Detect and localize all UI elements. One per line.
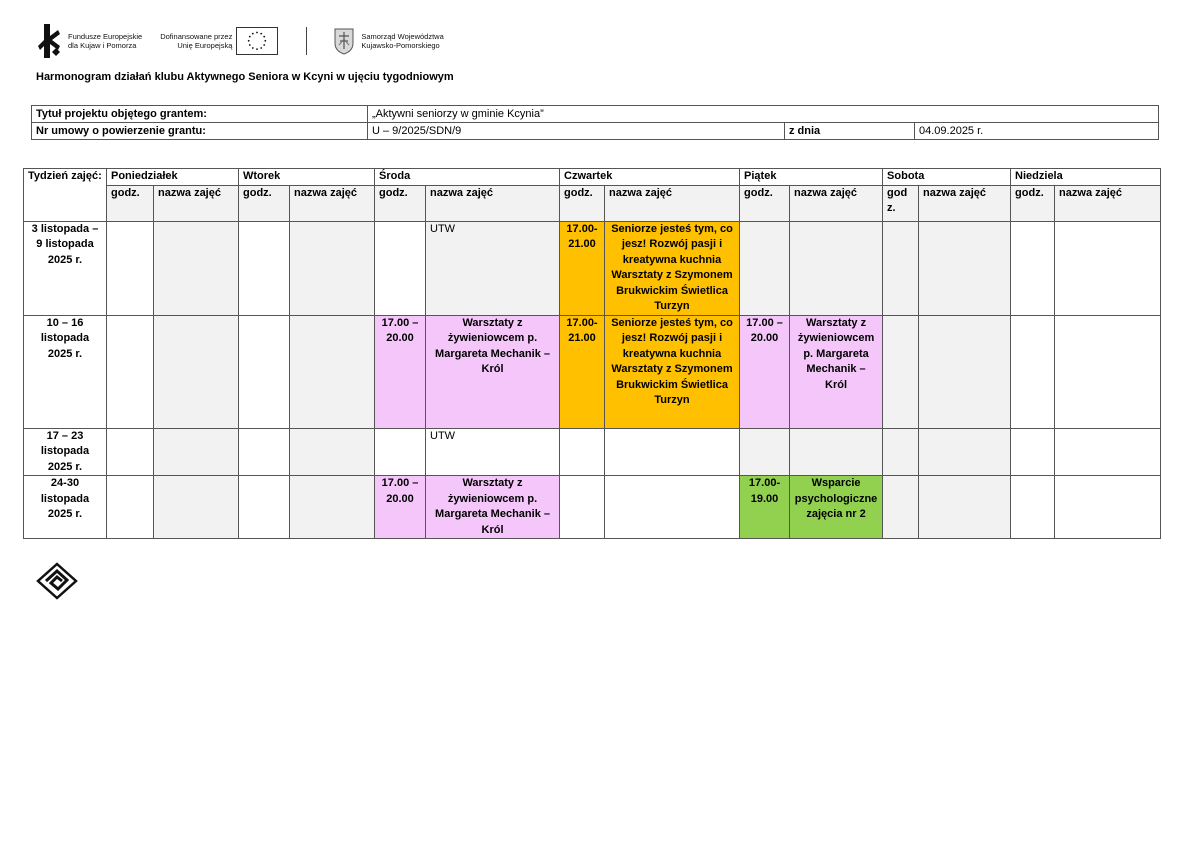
empty-cell [919, 476, 1011, 539]
empty-cell [239, 315, 290, 428]
week-header: Tydzień zajęć: [24, 169, 107, 222]
project-title-value: „Aktywni seniorzy w gminie Kcynia” [368, 106, 1159, 123]
empty-cell [883, 315, 919, 428]
hours-header: godz. [560, 185, 605, 221]
region-coat-of-arms-icon [333, 27, 355, 55]
day-header-monday: Poniedziałek [107, 169, 239, 186]
activity-name: Warsztaty z żywieniowcem p. Margareta Mechanik – Król [426, 476, 560, 539]
empty-cell [883, 476, 919, 539]
cofunded-line2: Unię Europejską [177, 41, 233, 50]
empty-cell [290, 428, 375, 476]
empty-cell [154, 476, 239, 539]
page-title: Harmonogram działań klubu Aktywnego Seniora w Kcyni w ujęciu tygodniowym [36, 71, 454, 83]
empty-cell [154, 428, 239, 476]
name-header: nazwa zajęć [919, 185, 1011, 221]
activity-time: 17.00-21.00 [560, 221, 605, 315]
hours-header: god z. [883, 185, 919, 221]
empty-cell [239, 221, 290, 315]
activity-time: 17.00 – 20.00 [375, 476, 426, 539]
empty-cell [375, 428, 426, 476]
region-logo [333, 27, 443, 55]
cofunded-text [160, 32, 232, 50]
fe-logo-text [68, 32, 142, 50]
empty-cell [1011, 476, 1055, 539]
name-header: nazwa zajęć [154, 185, 239, 221]
fe-emblem-icon [38, 22, 62, 60]
empty-cell [560, 476, 605, 539]
cofunded-line1: Dofinansowane przez [160, 32, 233, 41]
empty-cell [290, 315, 375, 428]
fe-line1: Fundusze Europejskie [68, 32, 143, 41]
day-header-thursday: Czwartek [560, 169, 740, 186]
fe-line2: dla Kujaw i Pomorza [68, 41, 137, 50]
table-row [24, 315, 1161, 428]
empty-cell [740, 221, 790, 315]
day-header-row [24, 169, 1161, 186]
name-header: nazwa zajęć [290, 185, 375, 221]
empty-cell [1055, 476, 1161, 539]
week-label: 3 listopada – 9 listopada 2025 r. [24, 221, 107, 315]
empty-cell [1011, 221, 1055, 315]
empty-cell [883, 221, 919, 315]
empty-cell [107, 428, 154, 476]
activity-name: UTW [426, 221, 560, 315]
contract-number-label: Nr umowy o powierzenie grantu: [32, 123, 368, 140]
contract-date-label: z dnia [785, 123, 915, 140]
empty-cell [1055, 428, 1161, 476]
empty-cell [560, 428, 605, 476]
empty-cell [290, 476, 375, 539]
empty-cell [919, 221, 1011, 315]
region-line2: Kujawsko-Pomorskiego [361, 41, 440, 50]
empty-cell [1011, 428, 1055, 476]
activity-name: Wsparcie psychologiczne zajęcia nr 2 [790, 476, 883, 539]
hours-header: godz. [107, 185, 154, 221]
subheader-row [24, 185, 1161, 221]
activity-time: 17.00-21.00 [560, 315, 605, 428]
day-header-wednesday: Środa [375, 169, 560, 186]
empty-cell [1055, 315, 1161, 428]
project-title-label: Tytuł projektu objętego grantem: [32, 106, 368, 123]
day-header-saturday: Sobota [883, 169, 1011, 186]
hours-header: godz. [239, 185, 290, 221]
name-header: nazwa zajęć [426, 185, 560, 221]
project-info-table [31, 105, 1159, 140]
logo-bar [38, 18, 494, 64]
name-header: nazwa zajęć [605, 185, 740, 221]
empty-cell [239, 428, 290, 476]
empty-cell [919, 315, 1011, 428]
empty-cell [107, 221, 154, 315]
activity-time: 17.00 – 20.00 [740, 315, 790, 428]
activity-time: 17.00 – 20.00 [375, 315, 426, 428]
hours-header: godz. [375, 185, 426, 221]
week-label: 10 – 16 listopada 2025 r. [24, 315, 107, 428]
activity-name: Seniorze jesteś tym, co jesz! Rozwój pasji i kreatywna kuchnia Warsztaty z Szymonem Brukwickim Świetlica Turzyn [605, 315, 740, 428]
hours-header: godz. [740, 185, 790, 221]
empty-cell [919, 428, 1011, 476]
name-header: nazwa zajęć [790, 185, 883, 221]
region-line1: Samorząd Województwa [361, 32, 444, 41]
contract-row [32, 123, 1159, 140]
hours-header: godz. [1011, 185, 1055, 221]
day-header-friday: Piątek [740, 169, 883, 186]
week-label: 24-30 listopada 2025 r. [24, 476, 107, 539]
empty-cell [239, 476, 290, 539]
empty-cell [375, 221, 426, 315]
day-header-sunday: Niedziela [1011, 169, 1161, 186]
project-row [32, 106, 1159, 123]
activity-name: Warsztaty z żywieniowcem p. Margareta Mechanik – Król [790, 315, 883, 428]
logo-separator [306, 27, 307, 55]
activity-name: Warsztaty z żywieniowcem p. Margareta Mechanik – Król [426, 315, 560, 428]
activity-name: Seniorze jesteś tym, co jesz! Rozwój pasji i kreatywna kuchnia Warsztaty z Szymonem Brukwickim Świetlica Turzyn [605, 221, 740, 315]
fe-logo [38, 22, 142, 60]
table-row [24, 476, 1161, 539]
empty-cell [605, 428, 740, 476]
empty-cell [107, 315, 154, 428]
empty-cell [154, 315, 239, 428]
activity-time: 17.00-19.00 [740, 476, 790, 539]
empty-cell [883, 428, 919, 476]
day-header-tuesday: Wtorek [239, 169, 375, 186]
empty-cell [290, 221, 375, 315]
empty-cell [1011, 315, 1055, 428]
empty-cell [605, 476, 740, 539]
table-row [24, 428, 1161, 476]
schedule-table [23, 168, 1161, 539]
empty-cell [1055, 221, 1161, 315]
empty-cell [790, 221, 883, 315]
eu-flag-icon [236, 27, 278, 55]
region-logo-text [361, 32, 443, 50]
name-header: nazwa zajęć [1055, 185, 1161, 221]
empty-cell [107, 476, 154, 539]
contract-number-value: U – 9/2025/SDN/9 [368, 123, 785, 140]
empty-cell [154, 221, 239, 315]
week-label: 17 – 23 listopada 2025 r. [24, 428, 107, 476]
activity-name: UTW [426, 428, 560, 476]
diamond-logo-icon [36, 562, 78, 600]
empty-cell [740, 428, 790, 476]
contract-date-value: 04.09.2025 r. [915, 123, 1159, 140]
table-row [24, 221, 1161, 315]
empty-cell [790, 428, 883, 476]
